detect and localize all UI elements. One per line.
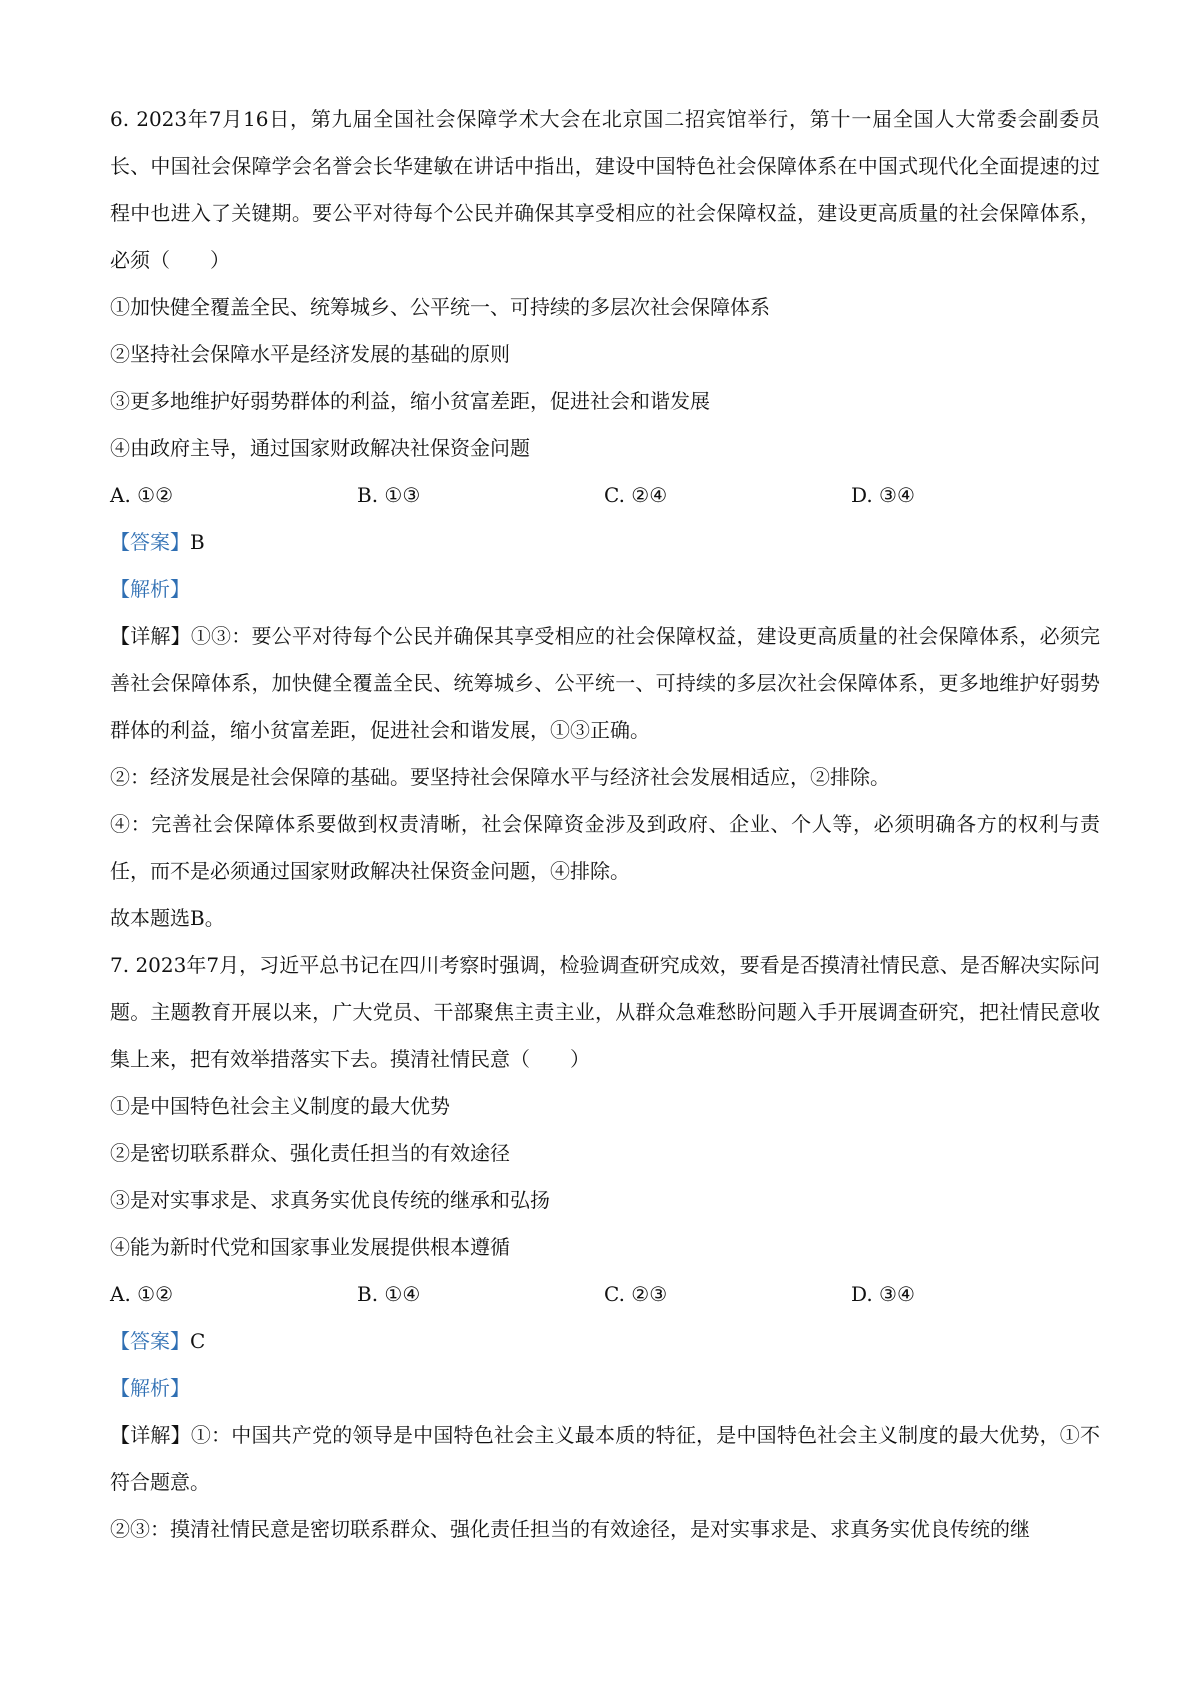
q7-item-3: ③是对实事求是、求真务实优良传统的继承和弘扬 [110,1188,550,1212]
q7-option-a: A. ①② [110,1282,174,1306]
q7-answer [110,1318,1100,1365]
q7-analysis [110,1365,1100,1412]
q7-option-b: B. ①④ [357,1282,421,1306]
q6-item-1: ①加快健全覆盖全民、统筹城乡、公平统一、可持续的多层次社会保障体系 [110,295,770,319]
q7-option-d: D. ③④ [851,1282,915,1306]
q7-option-c: C. ②③ [604,1282,668,1306]
q7-item-2: ②是密切联系群众、强化责任担当的有效途径 [110,1141,510,1165]
q7-detail-1-text: ①：中国共产党的领导是中国特色社会主义最本质的特征，是中国特色社会主义制度的最大优势，①不符合题意。 [110,1423,1101,1494]
q6-analysis [110,566,1100,613]
q6-detail-1-text: ①③：要公平对待每个公民并确保其享受相应的社会保障权益，建设更高质量的社会保障体系，必须完善社会保障体系，加快健全覆盖全民、统筹城乡、公平统一、可持续的多层次社会保障体系，更多地维护好弱势群体的利益，缩小贫富差距，促进社会和谐发展，①③正确。 [110,624,1101,742]
q6-option-b: B. ①③ [357,483,421,507]
q6-answer-tag: 【答案】 [110,530,190,554]
q6-options [110,472,1100,519]
q7-detail-1 [110,1412,1100,1506]
q6-option-a: A. ①② [110,483,174,507]
q6-stem: 6. 2023年7月16日，第九届全国社会保障学术大会在北京国二招宾馆举行，第十一届全国人大常委会副委员长、中国社会保障学会名誉会长华建敏在讲话中指出，建设中国特色社会保障体系在中国式现代化全面提速的过程中也进入了关键期。要公平对待每个公民并确保其享受相应的社会保障权益，建设更高质量的社会保障体系，必须（ ） [110,107,1100,272]
q6-item-2: ②坚持社会保障水平是经济发展的基础的原则 [110,342,510,366]
q7-stem: 7. 2023年7月，习近平总书记在四川考察时强调，检验调查研究成效，要看是否摸清社情民意、是否解决实际问题。主题教育开展以来，广大党员、干部聚焦主责主业，从群众急难愁盼问题入手开展调查研究，把社情民意收集上来，把有效举措落实下去。摸清社情民意（ ） [110,953,1100,1071]
q7-item-1: ①是中国特色社会主义制度的最大优势 [110,1094,450,1118]
q7-options [110,1271,1100,1318]
q7-analysis-tag: 【解析】 [110,1376,190,1400]
q7-answer-value: C [190,1329,206,1353]
document-page [110,96,1100,1553]
q6-conclusion: 故本题选B。 [110,906,225,930]
q6-detail-3: ④：完善社会保障体系要做到权责清晰，社会保障资金涉及到政府、企业、个人等，必须明确各方的权利与责任，而不是必须通过国家财政解决社保资金问题，④排除。 [110,812,1100,883]
q6-answer-value: B [190,530,205,554]
q6-detail-tag: 【详解】 [110,624,191,648]
q6-answer [110,519,1100,566]
q6-option-d: D. ③④ [851,483,915,507]
q6-option-c: C. ②④ [604,483,668,507]
q6-detail-2: ②：经济发展是社会保障的基础。要坚持社会保障水平与经济社会发展相适应，②排除。 [110,765,890,789]
q6-item-3: ③更多地维护好弱势群体的利益，缩小贫富差距，促进社会和谐发展 [110,389,710,413]
q6-analysis-tag: 【解析】 [110,577,190,601]
q7-item-4: ④能为新时代党和国家事业发展提供根本遵循 [110,1235,510,1259]
q6-item-4: ④由政府主导，通过国家财政解决社保资金问题 [110,436,530,460]
q7-answer-tag: 【答案】 [110,1329,190,1353]
q6-detail-1 [110,613,1100,754]
q7-detail-tag: 【详解】 [110,1423,191,1447]
q7-detail-2: ②③：摸清社情民意是密切联系群众、强化责任担当的有效途径，是对实事求是、求真务实优良传统的继 [110,1517,1030,1541]
